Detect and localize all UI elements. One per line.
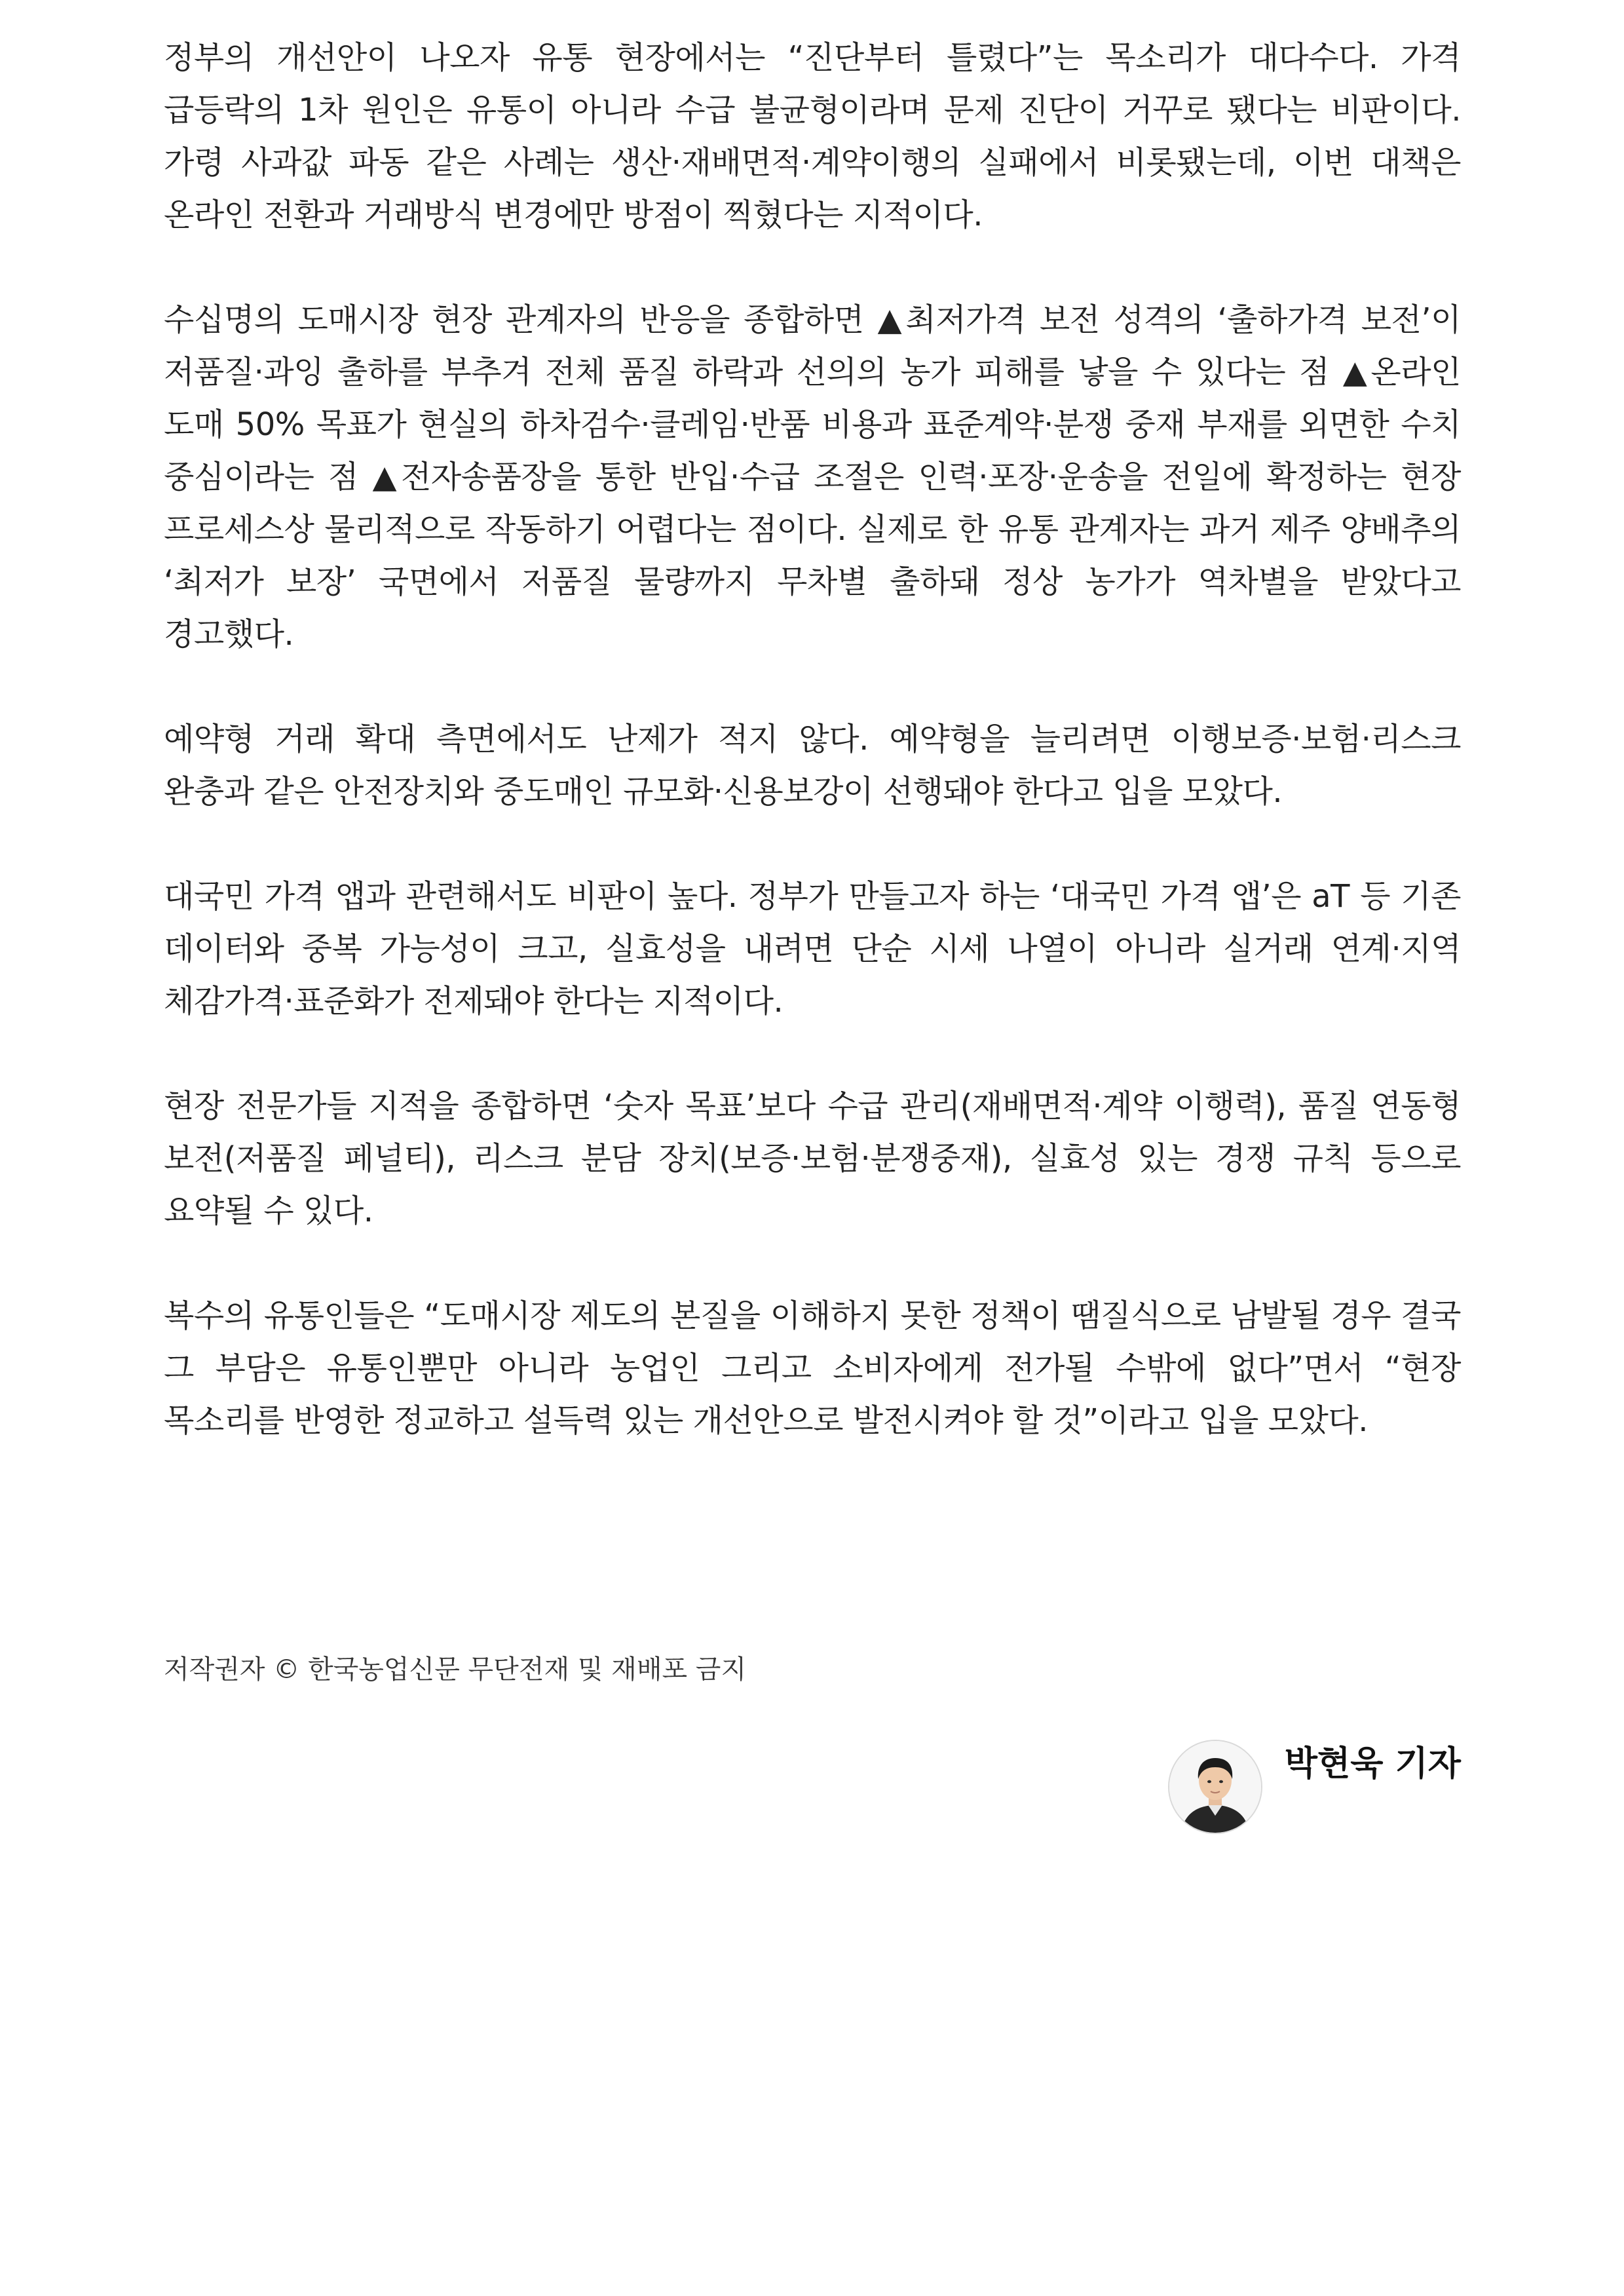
reporter-photo-icon — [1169, 1741, 1261, 1833]
article-paragraph: 정부의 개선안이 나오자 유통 현장에서는 “진단부터 틀렸다”는 목소리가 대다수다. 가격 급등락의 1차 원인은 유통이 아니라 수급 불균형이라며 문제 진단이 거꾸로 됐다는 비판이다. 가령 사과값 파동 같은 사례는 생산·재배면적·계약이행의 실패에서 비롯됐는데, 이번 대책은 온라인 전환과 거래방식 변경에만 방점이 찍혔다는 지적이다. — [164, 39, 1461, 233]
article-paragraph: 현장 전문가들 지적을 종합하면 ‘숫자 목표’보다 수급 관리(재배면적·계약 이행력), 품질 연동형 보전(저품질 페널티), 리스크 분담 장치(보증·보험·분쟁중재), 실효성 있는 경쟁 규칙 등으로 요약될 수 있다. — [164, 1088, 1461, 1229]
copyright-notice: 저작권자 © 한국농업신문 무단전재 및 재배포 금지 — [164, 1655, 747, 1685]
article-paragraph: 복수의 유통인들은 “도매시장 제도의 본질을 이해하지 못한 정책이 땜질식으로 남발될 경우 결국 그 부담은 유통인뿐만 아니라 농업인 그리고 소비자에게 전가될 수밖에 없다”면서 “현장 목소리를 반영한 정교하고 설득력 있는 개선안으로 발전시켜야 할 것”이라고 입을 모았다. — [164, 1297, 1461, 1439]
article-paragraph: 예약형 거래 확대 측면에서도 난제가 적지 않다. 예약형을 늘리려면 이행보증·보험·리스크 완충과 같은 안전장치와 중도매인 규모화·신용보강이 선행돼야 한다고 입을 모았다. — [164, 721, 1461, 810]
reporter-name[interactable]: 박현욱 기자 — [1284, 1744, 1461, 1784]
article-paragraph: 수십명의 도매시장 현장 관계자의 반응을 종합하면 ▲최저가격 보전 성격의 ‘출하가격 보전’이 저품질·과잉 출하를 부추겨 전체 품질 하락과 선의의 농가 피해를 낳을 수 있다는 점 ▲온라인 도매 50% 목표가 현실의 하차검수·클레임·반품 비용과 표준계약·분쟁 중재 부재를 외면한 수치 중심이라는 점 ▲전자송품장을 통한 반입·수급 조절은 인력·포장·운송을 전일에 확정하는 현장 프로세스상 물리적으로 작동하기 어렵다는 점이다. 실제로 한 유통 관계자는 과거 제주 양배추의 ‘최저가 보장’ 국면에서 저품질 물량까지 무차별 출하돼 정상 농가가 역차별을 받았다고 경고했다. — [164, 301, 1461, 653]
article-paragraph: 대국민 가격 앱과 관련해서도 비판이 높다. 정부가 만들고자 하는 ‘대국민 가격 앱’은 aT 등 기존 데이터와 중복 가능성이 크고, 실효성을 내려면 단순 시세 나열이 아니라 실거래 연계·지역 체감가격·표준화가 전제돼야 한다는 지적이다. — [164, 878, 1461, 1020]
reporter-byline — [1168, 1740, 1461, 1834]
article-body — [164, 31, 1461, 1499]
reporter-avatar[interactable] — [1168, 1740, 1262, 1834]
